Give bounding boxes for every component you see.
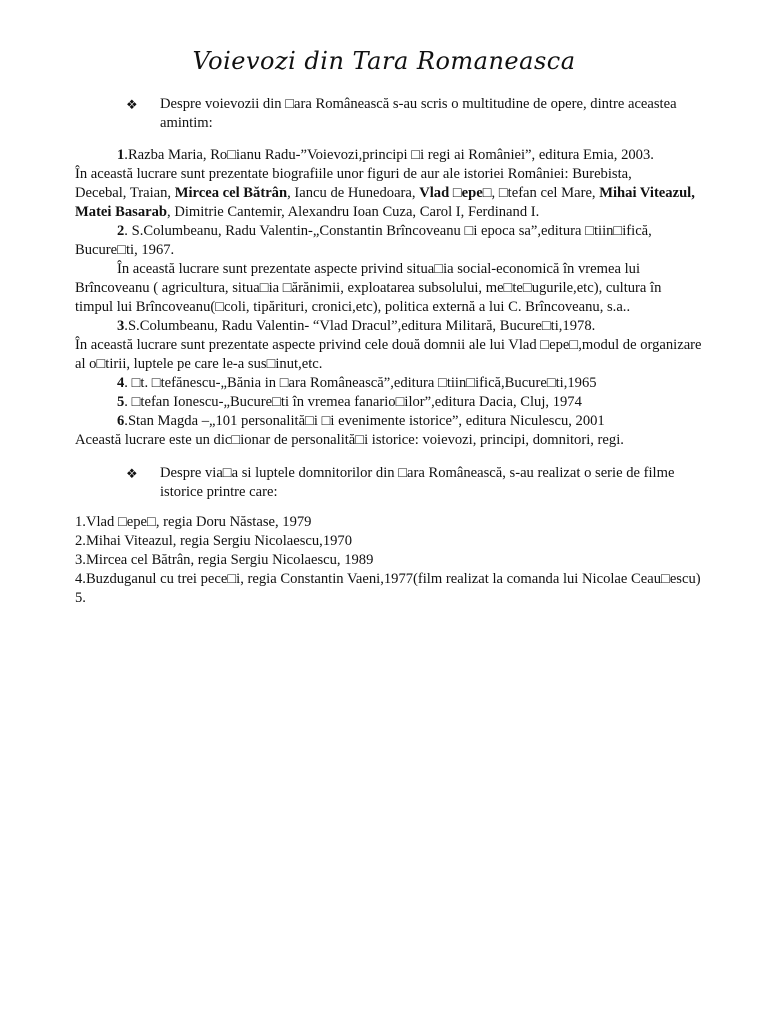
bullet-text (160, 95, 680, 133)
reference-1-description: Decebal, Traian, Mircea cel Bătrân, Iancu de Hunedoara, Vlad □epe□, □tefan cel Mare, Mihai Viteazul, (75, 185, 695, 201)
film-item: 5. (75, 590, 86, 606)
film-item: 4.Buzduganul cu trei pece□i, regia Constantin Vaeni,1977(film realizat la comanda lui Nicolae Ceau□escu) (75, 571, 701, 587)
reference-6-description: Această lucrare este un dic□ionar de personalită□i istorice: voievozi, principi, domnitori, regi. (75, 432, 624, 448)
reference-2-description: timpul lui Brîncoveanu(□coli, tipărituri, cronici,etc), politica externă a lui C. Brîncoveanu, s.a.. (75, 299, 631, 315)
films-list (75, 513, 735, 608)
reference-5: 5. □tefan Ionescu-„Bucure□ti în vremea fanario□ilor”,editura Dacia, Cluj, 1974 (117, 394, 582, 410)
reference-1-description: În această lucrare sunt prezentate biografiile unor figuri de aur ale istoriei României: Burebista, (75, 166, 632, 182)
reference-2: 2. S.Columbeanu, Radu Valentin-„Constantin Brîncoveanu □i epoca sa”,editura □tiin□ifică, (117, 223, 652, 239)
document-title: Voievozi din Tara Romaneasca (192, 47, 576, 75)
reference-1: 1.Razba Maria, Ro□ianu Radu-”Voievozi,principi □i regi ai României”, editura Emia, 2003. (117, 147, 654, 163)
references-list (75, 146, 715, 450)
bullet-line: Despre voievozii din □ara Românească s-au scris o multitudine de opere, dintre aceastea (160, 96, 677, 112)
reference-3-description: În această lucrare sunt prezentate aspecte privind cele două domnii ale lui Vlad □epe□,modul de organizare (75, 337, 702, 353)
film-item: 3.Mircea cel Bătrân, regia Sergiu Nicolaescu, 1989 (75, 552, 374, 568)
reference-1-description: Matei Basarab, Dimitrie Cantemir, Alexandru Ioan Cuza, Carol I, Ferdinand I. (75, 204, 540, 220)
reference-4: 4. □t. □tefănescu-„Bănia in □ara Românească”,editura □tiin□ifică,Bucure□ti,1965 (117, 375, 597, 391)
reference-2-continued: Bucure□ti, 1967. (75, 242, 175, 258)
reference-3-description: al o□tirii, luptele pe care le-a sus□inut,etc. (75, 356, 323, 372)
reference-2-description: În această lucrare sunt prezentate aspecte privind situa□ia social-economică în vremea lui (117, 261, 641, 277)
bullet-text (160, 464, 680, 502)
diamond-bullet-icon: ❖ (126, 97, 138, 112)
bullet-line: amintim: (160, 115, 213, 131)
bullet-line: istorice printre care: (160, 484, 278, 500)
diamond-bullet-icon: ❖ (126, 466, 138, 481)
reference-3: 3.S.Columbeanu, Radu Valentin- “Vlad Dracul”,editura Militară, Bucure□ti,1978. (117, 318, 596, 334)
film-item: 1.Vlad □epe□, regia Doru Năstase, 1979 (75, 514, 312, 530)
reference-2-description: Brîncoveanu ( agricultura, situa□ia □ărănimii, exploatarea subsolului, me□te□ugurile,etc), cultura în (75, 280, 662, 296)
bullet-line: Despre via□a si luptele domnitorilor din □ara Românească, s-au realizat o serie de filme (160, 465, 675, 481)
film-item: 2.Mihai Viteazul, regia Sergiu Nicolaescu,1970 (75, 533, 353, 549)
reference-6: 6.Stan Magda –„101 personalită□i □i evenimente istorice”, editura Niculescu, 2001 (117, 413, 605, 429)
